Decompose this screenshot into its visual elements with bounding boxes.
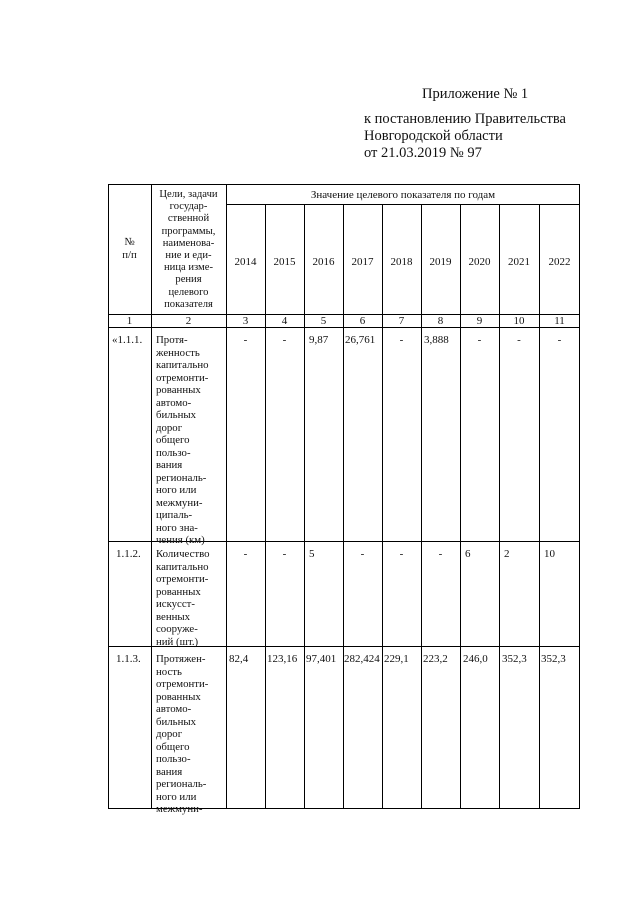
value-cell: -: [360, 548, 365, 560]
value-cell: 9,87: [309, 334, 329, 346]
col-number: 1: [126, 315, 133, 327]
value-cell: 3,888: [424, 334, 449, 346]
year-header: 2019: [429, 256, 452, 268]
col-number: 5: [320, 315, 327, 327]
value-cell: -: [243, 548, 248, 560]
value-cell: -: [282, 548, 287, 560]
col-number: 3: [242, 315, 249, 327]
table-border-top: [108, 184, 580, 185]
value-cell: 352,3: [502, 653, 527, 665]
col-sep: [343, 205, 344, 809]
indicator-name: Протя- женность капитально отремонти- рованных автомо- бильных дорог общего пользо- вания региональ- ного или межмуни- ципаль- ного зна- чения (км): [156, 334, 209, 546]
col-sep: [421, 205, 422, 809]
value-cell: 82,4: [229, 653, 249, 665]
col-number: 10: [513, 315, 525, 327]
value-cell: 10: [544, 548, 555, 560]
value-cell: 223,2: [423, 653, 448, 665]
value-cell: 229,1: [384, 653, 409, 665]
value-cell: -: [477, 334, 482, 346]
col-sep: [382, 205, 383, 809]
value-cell: 246,0: [463, 653, 488, 665]
col-sep: [226, 184, 227, 809]
year-header: 2022: [548, 256, 571, 268]
col-number: 6: [359, 315, 366, 327]
value-cell: 5: [309, 548, 315, 560]
date-number-line: от 21.03.2019 № 97: [364, 145, 482, 161]
row-number: 1.1.3.: [116, 653, 141, 665]
value-cell: -: [517, 334, 521, 346]
year-header: 2016: [312, 256, 335, 268]
col-goal-header: Цели, задачи государ- ственной программы, наименова- ние и еди- ница изме- рения целевого показателя: [159, 189, 218, 310]
value-cell: 97,401: [306, 653, 337, 665]
value-cell: -: [399, 334, 404, 346]
row-number: «1.1.1.: [112, 334, 143, 346]
col-number: 7: [398, 315, 405, 327]
target-indicators-table: [108, 184, 580, 815]
value-cell: 6: [465, 548, 471, 560]
col-number-header: № п/п: [122, 236, 137, 261]
year-header: 2021: [508, 256, 530, 268]
indicator-name: Протяжен- ность отремонти- рованных автомо- бильных дорог общего пользо- вания региональ- ного или межмуни-: [156, 653, 209, 815]
table-border-right: [579, 184, 580, 809]
value-cell: -: [399, 548, 404, 560]
year-group-header: Значение целевого показателя по годам: [310, 189, 496, 201]
indicator-name: Количество капитально отремонти- рованных искусст- венных сооруже- ний (шт.): [156, 548, 210, 648]
col-number: 11: [554, 315, 565, 327]
col-number: 2: [185, 315, 192, 327]
col-sep: [460, 205, 461, 809]
col-sep: [499, 205, 500, 809]
row-number: 1.1.2.: [116, 548, 141, 560]
value-cell: 352,3: [541, 653, 566, 665]
value-cell: -: [243, 334, 248, 346]
col-number: 8: [437, 315, 444, 327]
col-sep: [539, 205, 540, 809]
value-cell: 26,761: [345, 334, 376, 346]
appendix-title: Приложение № 1: [422, 86, 529, 102]
col-sep: [304, 205, 305, 809]
value-cell: -: [438, 548, 443, 560]
col-number: 4: [281, 315, 288, 327]
value-cell: -: [557, 334, 562, 346]
region-line: Новгородской области: [364, 128, 503, 144]
col-number: 9: [476, 315, 483, 327]
year-header: 2020: [468, 256, 491, 268]
table-border-left: [108, 184, 109, 809]
year-header: 2018: [390, 256, 413, 268]
col-sep: [265, 205, 266, 809]
year-header: 2015: [273, 256, 296, 268]
value-cell: 123,16: [267, 653, 298, 665]
year-header: 2017: [351, 256, 374, 268]
value-cell: 2: [504, 548, 510, 560]
year-header: 2014: [234, 256, 257, 268]
value-cell: -: [282, 334, 287, 346]
resolution-line: к постановлению Правительства: [364, 111, 566, 127]
value-cell: 282,424: [344, 653, 380, 665]
row-sep: [226, 204, 580, 205]
